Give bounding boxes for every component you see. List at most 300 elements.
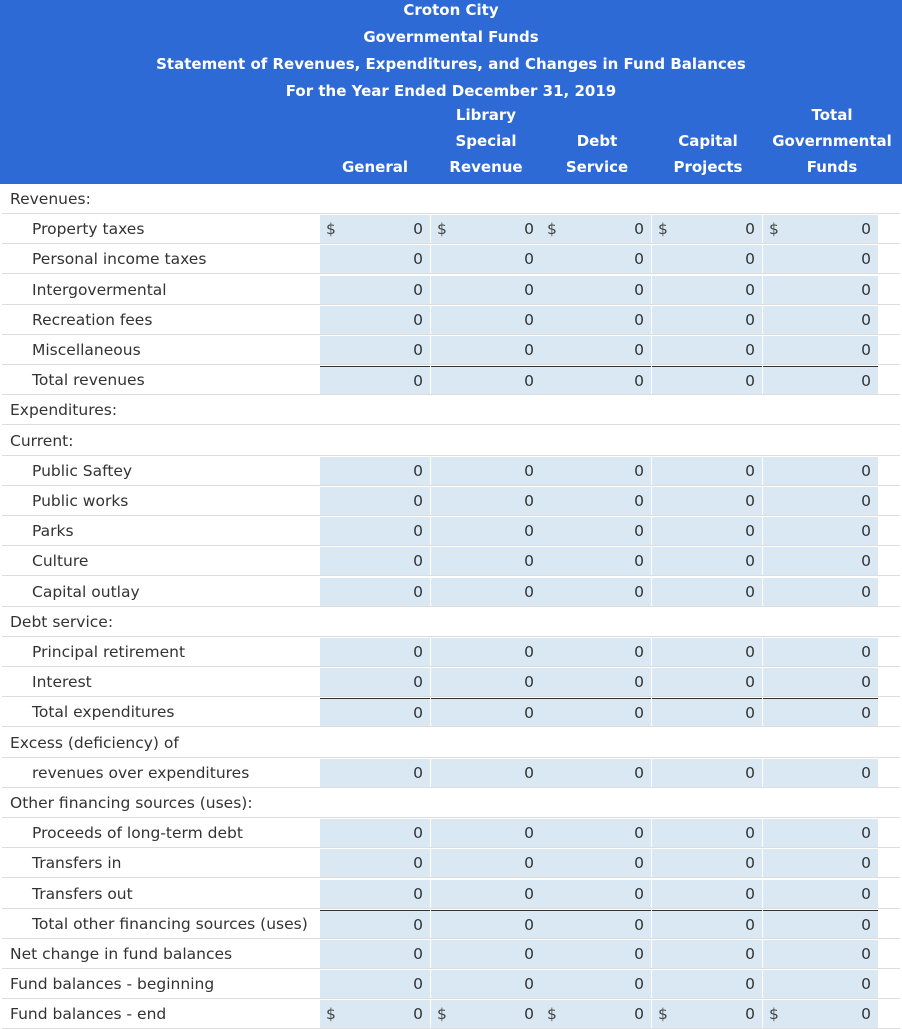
row-label: Other financing sources (uses): xyxy=(10,794,253,812)
row-label: Transfers in xyxy=(32,854,122,873)
amount-cell-total-governmental-funds[interactable] xyxy=(763,547,878,575)
city-name: Croton City xyxy=(403,1,499,19)
amount-value: 0 xyxy=(861,522,871,541)
statement-row xyxy=(0,939,902,969)
section-heading-row xyxy=(0,426,902,456)
amount-cell-capital-projects[interactable] xyxy=(652,215,762,243)
amount-value: 0 xyxy=(524,945,534,963)
amount-cell-library-special-revenue[interactable] xyxy=(431,276,541,304)
amount-cell-general[interactable] xyxy=(320,880,430,908)
amount-value: 0 xyxy=(413,704,423,723)
currency-symbol: $ xyxy=(658,220,668,239)
column-header-debt-service: Debt xyxy=(576,132,618,150)
amount-cell-debt-service[interactable] xyxy=(541,547,651,575)
row-label: Public works xyxy=(32,492,129,510)
amount-cell-general[interactable] xyxy=(320,698,430,726)
statement-title: Statement of Revenues, Expenditures, and Changes in Fund Balances xyxy=(156,55,746,73)
amount-value: 0 xyxy=(524,582,534,601)
amount-cell-debt-service[interactable] xyxy=(541,880,651,908)
amount-value: 0 xyxy=(745,1005,755,1024)
amount-value: 0 xyxy=(413,763,423,782)
row-label: Parks xyxy=(32,522,74,541)
amount-cell-total-governmental-funds[interactable] xyxy=(763,245,878,273)
amount-cell-debt-service[interactable] xyxy=(541,245,651,273)
statement-row xyxy=(0,546,902,576)
amount-cell-debt-service[interactable] xyxy=(541,306,651,334)
amount-value: 0 xyxy=(413,643,423,661)
statement-row xyxy=(0,758,902,788)
amount-value: 0 xyxy=(745,280,755,299)
amount-value: 0 xyxy=(634,824,644,843)
row-label: Intergovermental xyxy=(32,280,167,299)
column-header-library-special-revenue: Revenue xyxy=(449,158,523,176)
amount-value: 0 xyxy=(413,341,423,359)
amount-cell-capital-projects[interactable] xyxy=(652,880,762,908)
amount-value: 0 xyxy=(413,582,423,601)
amount-cell-total-governmental-funds[interactable] xyxy=(763,336,878,364)
statement-row xyxy=(0,335,902,365)
statement-row xyxy=(0,456,902,486)
amount-value: 0 xyxy=(861,975,871,994)
amount-value: 0 xyxy=(413,884,423,903)
currency-symbol: $ xyxy=(326,220,336,239)
amount-value: 0 xyxy=(634,763,644,782)
amount-value: 0 xyxy=(413,824,423,843)
row-label: Proceeds of long-term debt xyxy=(32,824,243,843)
statement-row xyxy=(0,214,902,244)
row-label: Current: xyxy=(10,431,74,450)
column-header-debt-service: Service xyxy=(565,158,629,176)
amount-cell-general[interactable] xyxy=(320,1000,430,1028)
amount-cell-debt-service[interactable] xyxy=(541,849,651,877)
row-label: Expenditures: xyxy=(10,401,118,420)
statement-row xyxy=(0,697,902,727)
amount-cell-library-special-revenue[interactable] xyxy=(431,759,541,787)
amount-value: 0 xyxy=(745,915,755,934)
amount-value: 0 xyxy=(861,582,871,601)
amount-cell-library-special-revenue[interactable] xyxy=(431,517,541,545)
amount-value: 0 xyxy=(745,461,755,480)
column-header-capital-projects: Projects xyxy=(673,158,743,176)
amount-cell-total-governmental-funds[interactable] xyxy=(763,578,878,606)
amount-value: 0 xyxy=(634,461,644,480)
amount-value: 0 xyxy=(745,854,755,873)
amount-cell-debt-service[interactable] xyxy=(541,940,651,968)
amount-value: 0 xyxy=(861,220,871,239)
amount-value: 0 xyxy=(861,310,871,329)
amount-cell-debt-service[interactable] xyxy=(541,819,651,847)
amount-cell-library-special-revenue[interactable] xyxy=(431,336,541,364)
amount-cell-capital-projects[interactable] xyxy=(652,759,762,787)
amount-value: 0 xyxy=(634,341,644,359)
amount-value: 0 xyxy=(745,975,755,994)
amount-cell-library-special-revenue[interactable] xyxy=(431,245,541,273)
statement-row xyxy=(0,969,902,999)
column-header-library-special-revenue: Library xyxy=(455,106,517,124)
amount-cell-debt-service[interactable] xyxy=(541,668,651,696)
amount-cell-library-special-revenue[interactable] xyxy=(431,638,541,666)
amount-value: 0 xyxy=(861,552,871,571)
amount-cell-general[interactable] xyxy=(320,306,430,334)
amount-cell-capital-projects[interactable] xyxy=(652,970,762,998)
amount-cell-total-governmental-funds[interactable] xyxy=(763,1000,878,1028)
amount-cell-general[interactable] xyxy=(320,457,430,485)
statement-row xyxy=(0,486,902,516)
amount-cell-total-governmental-funds[interactable] xyxy=(763,668,878,696)
statement-row xyxy=(0,244,902,274)
row-label: Debt service: xyxy=(10,612,114,631)
amount-cell-debt-service[interactable] xyxy=(541,487,651,515)
amount-cell-capital-projects[interactable] xyxy=(652,306,762,334)
amount-cell-capital-projects[interactable] xyxy=(652,578,762,606)
statement-period: For the Year Ended December 31, 2019 xyxy=(285,82,617,100)
row-label: Miscellaneous xyxy=(32,341,141,359)
currency-symbol: $ xyxy=(547,1005,557,1024)
amount-value: 0 xyxy=(413,1005,423,1024)
amount-cell-general[interactable] xyxy=(320,970,430,998)
amount-cell-total-governmental-funds[interactable] xyxy=(763,910,878,938)
amount-value: 0 xyxy=(413,522,423,541)
amount-value: 0 xyxy=(861,341,871,359)
amount-cell-library-special-revenue[interactable] xyxy=(431,910,541,938)
amount-value: 0 xyxy=(634,552,644,571)
amount-value: 0 xyxy=(634,582,644,601)
amount-value: 0 xyxy=(745,522,755,541)
row-label: Excess (deficiency) of xyxy=(10,733,179,752)
amount-cell-capital-projects[interactable] xyxy=(652,487,762,515)
amount-cell-debt-service[interactable] xyxy=(541,276,651,304)
amount-value: 0 xyxy=(634,673,644,692)
amount-cell-total-governmental-funds[interactable] xyxy=(763,306,878,334)
amount-value: 0 xyxy=(413,975,423,994)
amount-cell-capital-projects[interactable] xyxy=(652,457,762,485)
row-label: Principal retirement xyxy=(32,643,186,661)
amount-value: 0 xyxy=(634,372,644,391)
amount-cell-library-special-revenue[interactable] xyxy=(431,1000,541,1028)
amount-cell-debt-service[interactable] xyxy=(541,578,651,606)
amount-cell-general[interactable] xyxy=(320,487,430,515)
amount-cell-library-special-revenue[interactable] xyxy=(431,215,541,243)
amount-value: 0 xyxy=(634,854,644,873)
amount-value: 0 xyxy=(634,975,644,994)
row-label: Revenues: xyxy=(10,190,91,208)
amount-cell-total-governmental-funds[interactable] xyxy=(763,819,878,847)
amount-value: 0 xyxy=(745,763,755,782)
statement-row xyxy=(0,275,902,305)
amount-value: 0 xyxy=(745,824,755,843)
amount-value: 0 xyxy=(524,673,534,692)
amount-value: 0 xyxy=(861,280,871,299)
amount-cell-capital-projects[interactable] xyxy=(652,910,762,938)
amount-value: 0 xyxy=(413,552,423,571)
amount-cell-general[interactable] xyxy=(320,547,430,575)
amount-value: 0 xyxy=(413,280,423,299)
amount-cell-general[interactable] xyxy=(320,638,430,666)
amount-cell-debt-service[interactable] xyxy=(541,910,651,938)
amount-cell-total-governmental-funds[interactable] xyxy=(763,970,878,998)
amount-value: 0 xyxy=(745,552,755,571)
amount-value: 0 xyxy=(524,552,534,571)
amount-cell-debt-service[interactable] xyxy=(541,638,651,666)
amount-value: 0 xyxy=(524,763,534,782)
amount-cell-total-governmental-funds[interactable] xyxy=(763,638,878,666)
amount-value: 0 xyxy=(634,492,644,510)
amount-cell-library-special-revenue[interactable] xyxy=(431,366,541,394)
amount-value: 0 xyxy=(413,372,423,391)
amount-cell-total-governmental-funds[interactable] xyxy=(763,366,878,394)
amount-value: 0 xyxy=(524,372,534,391)
amount-cell-capital-projects[interactable] xyxy=(652,849,762,877)
amount-cell-general[interactable] xyxy=(320,215,430,243)
amount-cell-debt-service[interactable] xyxy=(541,215,651,243)
column-header-library-special-revenue: Special xyxy=(455,132,517,150)
amount-cell-general[interactable] xyxy=(320,668,430,696)
amount-cell-debt-service[interactable] xyxy=(541,698,651,726)
statement-row xyxy=(0,818,902,848)
row-label: Capital outlay xyxy=(32,582,140,601)
amount-cell-general[interactable] xyxy=(320,849,430,877)
amount-cell-total-governmental-funds[interactable] xyxy=(763,487,878,515)
amount-value: 0 xyxy=(524,461,534,480)
row-label: Recreation fees xyxy=(32,310,153,329)
row-label: Personal income taxes xyxy=(32,250,207,269)
amount-value: 0 xyxy=(745,341,755,359)
amount-value: 0 xyxy=(524,915,534,934)
amount-value: 0 xyxy=(634,522,644,541)
amount-cell-general[interactable] xyxy=(320,819,430,847)
amount-value: 0 xyxy=(524,643,534,661)
section-heading-row xyxy=(0,395,902,425)
statement-row xyxy=(0,667,902,697)
amount-cell-debt-service[interactable] xyxy=(541,457,651,485)
amount-value: 0 xyxy=(524,310,534,329)
amount-cell-library-special-revenue[interactable] xyxy=(431,940,541,968)
amount-value: 0 xyxy=(524,704,534,723)
currency-symbol: $ xyxy=(547,220,557,239)
statement-row xyxy=(0,879,902,909)
statement-row xyxy=(0,516,902,546)
amount-cell-total-governmental-funds[interactable] xyxy=(763,759,878,787)
row-label: Total expenditures xyxy=(32,703,175,722)
amount-value: 0 xyxy=(634,945,644,963)
amount-cell-total-governmental-funds[interactable] xyxy=(763,698,878,726)
amount-value: 0 xyxy=(861,945,871,963)
amount-cell-general[interactable] xyxy=(320,336,430,364)
amount-value: 0 xyxy=(524,522,534,541)
currency-symbol: $ xyxy=(326,1005,336,1024)
amount-cell-library-special-revenue[interactable] xyxy=(431,578,541,606)
statement-row xyxy=(0,637,902,667)
row-label: Culture xyxy=(32,552,89,571)
amount-value: 0 xyxy=(634,250,644,269)
amount-cell-total-governmental-funds[interactable] xyxy=(763,215,878,243)
amount-cell-library-special-revenue[interactable] xyxy=(431,819,541,847)
amount-cell-capital-projects[interactable] xyxy=(652,819,762,847)
amount-value: 0 xyxy=(634,280,644,299)
section-heading-row xyxy=(0,788,902,818)
amount-value: 0 xyxy=(634,704,644,723)
amount-value: 0 xyxy=(634,310,644,329)
statement-row xyxy=(0,577,902,607)
amount-value: 0 xyxy=(634,220,644,239)
amount-value: 0 xyxy=(745,220,755,239)
amount-cell-library-special-revenue[interactable] xyxy=(431,668,541,696)
amount-cell-debt-service[interactable] xyxy=(541,366,651,394)
amount-value: 0 xyxy=(524,341,534,359)
row-label: Net change in fund balances xyxy=(10,945,233,963)
amount-cell-library-special-revenue[interactable] xyxy=(431,457,541,485)
amount-value: 0 xyxy=(524,1005,534,1024)
amount-cell-capital-projects[interactable] xyxy=(652,517,762,545)
amount-cell-library-special-revenue[interactable] xyxy=(431,487,541,515)
amount-cell-total-governmental-funds[interactable] xyxy=(763,849,878,877)
amount-cell-capital-projects[interactable] xyxy=(652,547,762,575)
amount-value: 0 xyxy=(413,945,423,963)
amount-value: 0 xyxy=(745,673,755,692)
amount-value: 0 xyxy=(861,915,871,934)
amount-value: 0 xyxy=(745,884,755,903)
amount-value: 0 xyxy=(634,884,644,903)
amount-value: 0 xyxy=(524,824,534,843)
currency-symbol: $ xyxy=(437,220,447,239)
amount-cell-general[interactable] xyxy=(320,578,430,606)
amount-cell-capital-projects[interactable] xyxy=(652,1000,762,1028)
amount-value: 0 xyxy=(861,884,871,903)
amount-cell-total-governmental-funds[interactable] xyxy=(763,457,878,485)
amount-cell-total-governmental-funds[interactable] xyxy=(763,517,878,545)
amount-value: 0 xyxy=(524,884,534,903)
amount-cell-library-special-revenue[interactable] xyxy=(431,970,541,998)
amount-value: 0 xyxy=(861,250,871,269)
amount-value: 0 xyxy=(745,310,755,329)
section-heading-row xyxy=(0,607,902,637)
amount-cell-capital-projects[interactable] xyxy=(652,638,762,666)
amount-value: 0 xyxy=(861,704,871,723)
amount-cell-general[interactable] xyxy=(320,910,430,938)
column-header-general: General xyxy=(342,158,408,176)
section-heading-row xyxy=(0,184,902,214)
amount-value: 0 xyxy=(413,915,423,934)
amount-value: 0 xyxy=(524,492,534,510)
amount-value: 0 xyxy=(861,643,871,661)
amount-cell-library-special-revenue[interactable] xyxy=(431,306,541,334)
amount-value: 0 xyxy=(861,824,871,843)
amount-cell-total-governmental-funds[interactable] xyxy=(763,276,878,304)
amount-value: 0 xyxy=(524,280,534,299)
amount-value: 0 xyxy=(861,461,871,480)
amount-value: 0 xyxy=(634,915,644,934)
amount-cell-capital-projects[interactable] xyxy=(652,276,762,304)
amount-value: 0 xyxy=(524,975,534,994)
amount-value: 0 xyxy=(413,492,423,510)
amount-value: 0 xyxy=(745,372,755,391)
statement-row xyxy=(0,909,902,939)
row-label: Total other financing sources (uses) xyxy=(32,914,308,933)
amount-value: 0 xyxy=(861,854,871,873)
amount-cell-debt-service[interactable] xyxy=(541,970,651,998)
amount-cell-total-governmental-funds[interactable] xyxy=(763,940,878,968)
amount-cell-library-special-revenue[interactable] xyxy=(431,547,541,575)
amount-value: 0 xyxy=(745,492,755,510)
amount-cell-debt-service[interactable] xyxy=(541,517,651,545)
amount-cell-library-special-revenue[interactable] xyxy=(431,698,541,726)
row-label: revenues over expenditures xyxy=(32,763,250,782)
amount-value: 0 xyxy=(413,310,423,329)
amount-cell-capital-projects[interactable] xyxy=(652,698,762,726)
section-heading-row xyxy=(0,728,902,758)
amount-value: 0 xyxy=(524,220,534,239)
amount-cell-capital-projects[interactable] xyxy=(652,940,762,968)
row-label: Total revenues xyxy=(32,371,145,390)
amount-cell-general[interactable] xyxy=(320,759,430,787)
amount-cell-general[interactable] xyxy=(320,276,430,304)
row-label: Property taxes xyxy=(32,220,145,239)
amount-cell-general[interactable] xyxy=(320,940,430,968)
currency-symbol: $ xyxy=(769,1005,779,1024)
amount-value: 0 xyxy=(861,763,871,782)
row-label: Fund balances - beginning xyxy=(10,975,215,994)
row-label: Interest xyxy=(32,673,92,692)
row-label: Transfers out xyxy=(32,884,133,903)
amount-value: 0 xyxy=(524,250,534,269)
currency-symbol: $ xyxy=(658,1005,668,1024)
row-label: Fund balances - end xyxy=(10,1005,167,1024)
currency-symbol: $ xyxy=(769,220,779,239)
amount-cell-debt-service[interactable] xyxy=(541,336,651,364)
statement-table xyxy=(0,184,902,1024)
amount-value: 0 xyxy=(413,220,423,239)
amount-cell-debt-service[interactable] xyxy=(541,759,651,787)
statement-subtitle: Governmental Funds xyxy=(363,28,539,46)
amount-cell-library-special-revenue[interactable] xyxy=(431,880,541,908)
statement-header xyxy=(0,0,902,184)
amount-value: 0 xyxy=(745,643,755,661)
amount-value: 0 xyxy=(524,854,534,873)
statement-row xyxy=(0,365,902,395)
amount-cell-capital-projects[interactable] xyxy=(652,245,762,273)
amount-cell-debt-service[interactable] xyxy=(541,1000,651,1028)
amount-value: 0 xyxy=(745,945,755,963)
amount-value: 0 xyxy=(745,704,755,723)
column-header-total-governmental-funds: Total xyxy=(811,106,853,124)
amount-value: 0 xyxy=(634,1005,644,1024)
amount-value: 0 xyxy=(413,673,423,692)
row-label: Public Saftey xyxy=(32,461,133,480)
amount-cell-capital-projects[interactable] xyxy=(652,366,762,394)
amount-value: 0 xyxy=(634,643,644,661)
amount-cell-capital-projects[interactable] xyxy=(652,668,762,696)
amount-value: 0 xyxy=(861,492,871,510)
amount-value: 0 xyxy=(861,1005,871,1024)
amount-cell-general[interactable] xyxy=(320,245,430,273)
amount-cell-total-governmental-funds[interactable] xyxy=(763,880,878,908)
amount-value: 0 xyxy=(413,461,423,480)
amount-value: 0 xyxy=(413,250,423,269)
amount-cell-capital-projects[interactable] xyxy=(652,336,762,364)
amount-value: 0 xyxy=(413,854,423,873)
amount-value: 0 xyxy=(745,250,755,269)
currency-symbol: $ xyxy=(437,1005,447,1024)
column-header-capital-projects: Capital xyxy=(678,132,738,150)
statement-row xyxy=(0,848,902,878)
amount-cell-library-special-revenue[interactable] xyxy=(431,849,541,877)
amount-cell-general[interactable] xyxy=(320,517,430,545)
amount-value: 0 xyxy=(861,673,871,692)
amount-cell-general[interactable] xyxy=(320,366,430,394)
statement-row xyxy=(0,305,902,335)
statement-row xyxy=(0,999,902,1029)
amount-value: 0 xyxy=(745,582,755,601)
